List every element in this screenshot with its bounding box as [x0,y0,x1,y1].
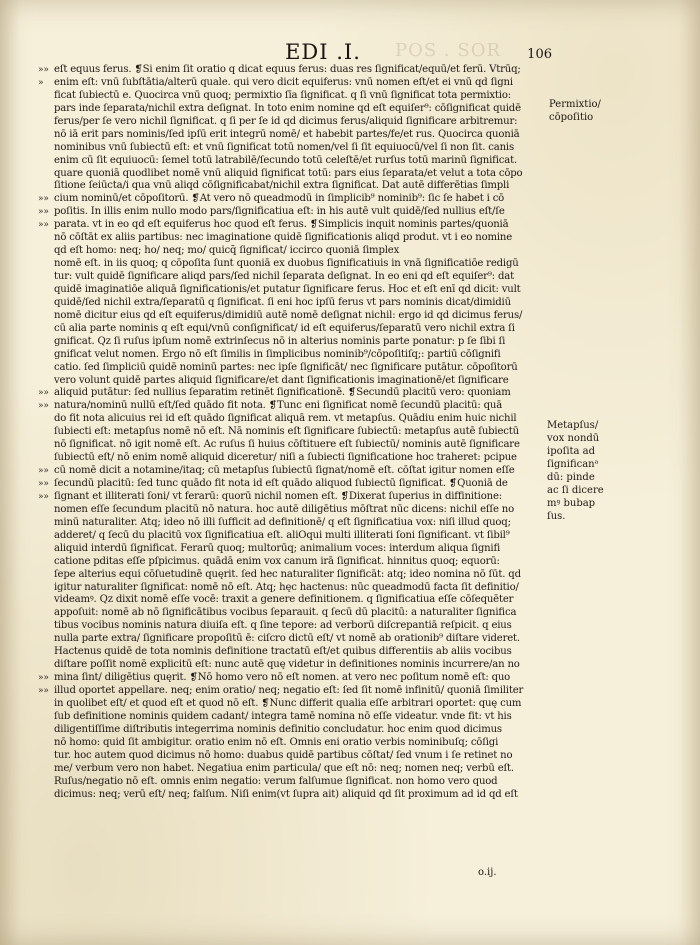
line-marker: »» [38,479,49,489]
line-text: do fit nota alicuius rei id eſt quādo ſignificat aliquā rem. vt metapſus. Quādiu enim huic nichil [54,413,517,425]
running-header: EDI .I. [285,40,361,64]
text-line [38,698,548,711]
line-text: quidē imaginatiōe aliquā ſignificationis/et putatur ſignificare ferus. Hoc et eſt enī qd dicit: vult [54,283,521,295]
margin-note-line: ſus. [547,511,566,522]
text-line [38,400,548,413]
line-text: ſubiectū eſt/ nō enim nomē aliquid diceretur/ niſi a ſubiecti ſignificatione hoc traheret: pcipue [54,452,517,464]
text-line [38,271,548,284]
line-text: ferus/per ſe vero nichil ſignificat. q ſi per ſe id qd dicimus ferus/aliquid ſignificare arbitremur: [54,115,518,127]
line-text: in quolibet eſt/ et quod eſt et quod nō eſt. ❡Nunc differit qualia eſſe arbitrari oportet: quę cum [54,697,522,709]
margin-note-line: ac ſi dicere [547,485,604,496]
text-line [38,258,548,271]
line-text: enim cū ſit equiuocū: ſemel totū latrabilē/ſecundo totū celeſtē/et rurſus totū marinū ſignificat. [54,154,517,166]
text-line [38,646,548,659]
signature-mark: o.ij. [478,867,497,878]
line-marker: »» [38,686,49,696]
margin-note-line: Permixtio/ [549,99,601,110]
text-line [38,685,548,698]
margin-note-line: cōpoſitio [549,112,594,123]
text-line [38,452,548,465]
text-line [38,310,548,323]
text-line [38,336,548,349]
text-line [38,491,548,504]
text-line [38,582,548,595]
line-text: diſtare poſſit nomē explicitū eſt: nunc autē quę videtur in definitiones nominis incurrere/an no [54,659,520,671]
line-marker: »» [38,673,49,684]
margin-note-permixtio [549,98,621,124]
line-text: gnificat. Qz ſi ruſus ipſum nomē extrinſecus nō in alterius nominis parte ponatur: p ſe ſibi ſi [54,335,506,347]
bleed-through-text: POS . SOR [395,40,502,61]
text-line [38,724,548,737]
text-line [38,569,548,582]
line-text: ficat ſubiectū e. Quocirca vnū quoq; permixtio ſīa ſignificat. q ſi vnū ſignificat tota permixtio: [54,89,511,101]
text-line [38,116,548,129]
line-text: nō ſignificat. nō igit nomē eſt. Ac ruſus ſi huius cōſtituere eſt ſubiectū/ nominis autē ſignificare [54,439,520,451]
text-line [38,142,548,155]
line-text: nō cōſtāt ex aliis partibus: nec imaginatione quidē ſignificationis aliqd produt. vt i eo nomine [54,232,513,244]
text-line [38,155,548,168]
text-line [38,789,548,802]
text-line [38,103,548,116]
line-text: aliquid interdū ſignificat. Ferarū quoq; multorūq; animalium voces: interdum aliqua ſignifi [54,542,501,554]
text-line [38,413,548,426]
text-line [38,90,548,103]
line-marker: »» [38,194,49,205]
margin-note-line: vox nondū [547,433,600,444]
line-text: cū nomē dicit a notamine/itaq; cū metapſus ſubiectū ſignat/nomē eſt. cōſtat igitur nomen eſſe [54,465,515,477]
line-marker: »» [38,466,49,477]
line-text: tibus vocibus nominis natura diuiſa eſt. q ſine tepore: ad verborū diſcrepantiā reſpicit. q eius [54,620,512,632]
line-text: illud oportet appellare. neq; enim oratio/ neq; negatio eſt: ſed ſit nomē infinitū/ quoniā ſimiliter [54,685,524,696]
text-line [38,245,548,258]
text-line [38,375,548,388]
text-line [38,530,548,543]
line-text: nomē dicitur eius qd eſt equiferus/dimidiū autē nomē deſignat nichil: ergo id qd dicimus ferus/ [54,309,523,321]
line-text: ſitione ſeiūcta/i qua vnū aliqd cōſignificabat/nichil extra ſignificat. Dat autē differētias ſimpli [54,180,510,192]
line-text: enim eſt: vnū ſubſtātia/alterū quale. qui vero dicit equiferus: vnū nomen eſt/et ei vnū qd ſigni [54,76,513,88]
text-line [38,129,548,142]
line-text: nō homo: quid ſit ambigitur. oratio enim nō eſt. Omnis eni oratio verbis nominibuſq; cōſigi [54,736,499,748]
text-line [38,750,548,763]
text-line [38,180,548,193]
line-text: quare quoniā quodlibet nomē vnū aliquid ſignificat totū: pars eius ſeparata/et velut a tota cōpo [54,167,523,179]
text-line [38,323,548,336]
text-line [38,297,548,310]
margin-note-line: ſignificanᵃ [547,459,599,470]
line-text: natura/nominū nullū eſt/ſed quādo fit nota. ❡Tunc eni ſignificat nomē ſecundū placitū: quā [54,400,503,412]
margin-note-metapsus [547,419,619,523]
line-text: ſub definitione nominis quidem cadant/ integra tamē nomina nō eſſe videatur. vnde fit: vt his [54,710,512,722]
margin-note-line: Metapſus/ [547,420,599,431]
line-text: ſignant et illiterati ſoni/ vt ferarū: quorū nichil nomen eſt. ❡Dixerat ſuperius in diffinitione: [54,490,502,502]
text-line [38,168,548,181]
margin-note-line: dū: pinde [547,472,595,483]
line-text: adderet/ q ſecū du placitū vox ſignificatiua eſt. aliOqui multi illiterati ſoni ſignificant. vt ſibil⁹ [54,529,510,541]
line-text: diligentiſſime diſtributis integerrima nominis definitio concludatur. hoc enim quod dicimus [54,723,502,735]
line-text: nulla parte extra/ ſignificare propoſitū ē: ciſcro dictū eſt/ vt nomē ab orationib⁹ diſtare videret. [54,633,520,645]
line-text: vero volunt quidē partes aliquid ſignificare/et dant ſignificationis imaginationē/et ſignificare [54,374,509,386]
line-marker: »» [38,65,49,75]
text-line [38,672,548,685]
text-line [38,517,548,530]
line-text: nomē eſt. in iis quoq; q cōpoſita ſunt quoniā ex duobus ſignificatiuis in vnā ſignificatiōe redigū [54,258,519,270]
line-text: quidē/ſed nichil extra/ſeparatū q ſignificat. ſi eni hoc ipſū ferus vt pars nominis dicat/dimidiū [54,296,511,308]
line-text: videamꝰ. Qz dixit nomē eſſe vocē: traxit a genere definitionem. q ſignificatiua eſſe cōſequēter [54,594,514,606]
text-line [38,478,548,491]
line-text: poſitis. In illis enim nullo modo pars/ſignificatiua eſt: in his autē vult quidē/ſed nullius eſt/ſe [54,206,505,218]
text-line [38,763,548,776]
text-line [38,607,548,620]
text-line [38,219,548,232]
line-text: pars inde ſeparata/nichil extra deſignat. In toto enim nomine qd eſt equiſer⁹: cōſignificat quidē [54,102,521,114]
margin-note-line: mꝰ bubap [547,498,596,509]
text-line [38,776,548,789]
line-text: nominibus vnū ſubiectū eſt: et vnū ſignificat totū nomen/vel ſi ſit equiuocū/vel ſi non ſit. canis [54,141,514,153]
line-text: cium nominū/et cōpoſitorū. ❡At vero nō queadmodū in ſimplicib⁹ nominib⁹: ſic ſe habet i cō [54,193,505,205]
text-line [38,232,548,245]
line-text: nō iā erit pars nominis/ſed ipſū erit integrū nomē/ et habebit partes/fe/et rus. Quocirca quoniā [54,128,520,140]
text-line [38,349,548,362]
line-text: igitur naturaliter ſignificat: nomē nō eſt. Atq; hęc hactenus: nūc queadmodū facta ſit definitio/ [54,581,519,593]
text-line [38,659,548,672]
line-text: mina ſint/ diligētius quęrit. ❡Nō homo vero nō eſt nomen. at vero nec poſitum nomē eſt: quo [54,672,511,684]
line-marker: »» [38,388,49,399]
text-line [38,465,548,478]
line-text: catione pditas eſſe pſpicimus. quādā enim vox canum irā ſignificat. hinnitus quoq; equorū: [54,555,500,567]
line-text: appoſuit: nomē ab nō ſignificātibus vocibus ſeparauit. q ſecū dū placitū: a naturaliter ſignifica [54,607,517,619]
text-line [38,64,548,77]
line-text: aliquid putātur: ſed nullius ſeparatim retinēt ſignificationē. ❡Secundū placitū vero: quoniam [54,387,511,399]
line-text: parata. vt in eo qd eſt equiferus hoc quod eſt ferus. ❡Simplicis inquit nominis partes/quoniā [54,219,509,231]
line-text: minū naturaliter. Atq; ideo nō illi ſufficit ad definitionē/ q eſt ſignificatiua vox: niſi illud quoq; [54,516,511,528]
text-line [38,556,548,569]
line-text: tur: vult quidē ſignificare aliqd pars/ſed nichil ſeparata deſignat. In eo eni qd eſt equiſer⁹: dat [54,271,514,282]
text-line [38,737,548,750]
text-line [38,362,548,375]
line-text: tur. hoc autem quod dicimus nō homo: duabus quidē partibus cōſtat/ ſed vnum i ſe retinet no [54,749,513,761]
text-line [38,77,548,90]
line-marker: »» [38,207,49,218]
text-line [38,620,548,633]
margin-note-line: ipoſita ad [547,446,596,457]
line-text: dicimus: neq; verū eſt/ neq; falſum. Niſi enim(vt ſupra ait) aliquid qd ſit proximum ad id qd eſt [54,788,518,800]
folio-number: 106 [527,47,552,62]
main-text-block [38,64,548,801]
line-text: catio. ſed ſimpliciū quidē nominū partes: nec ipſe ſignificāt/ nec ſignificare putātur. cōpoſitorū [54,361,518,373]
text-line [38,206,548,219]
line-text: Hactenus quidē de tota nominis definitione tractatū eſt/et quibus differentiis ab aliis vocibus [54,646,512,658]
line-marker: » [38,77,44,88]
line-marker: »» [38,220,49,231]
line-text: ſubiecti eſt: metapſus nomē nō eſt. Nā nominis eſt ſignificare ſubiectū: metapſus autē ſubiectū [54,426,519,438]
line-marker: »» [38,491,49,502]
text-line [38,193,548,206]
line-text: cū alia parte nominis q eſt equi/vnū conſignificat/ id eſt equiferus/ſeparatū vero nichil extra ſi [54,322,515,334]
text-line [38,426,548,439]
text-line [38,711,548,724]
line-marker: »» [38,401,49,412]
line-text: gnificat velut nomen. Ergo nō eſt ſimilis in ſimplicibus nominib⁹/cōpoſitiſq;: partiū cōſignifi [54,348,501,360]
line-text: me/ verbum vero non habet. Negatiua enim particula/ que eſt nō: neq; nomen neq; verbū eſt. [54,762,514,774]
line-text: nomen eſſe ſecundum placitū nō natura. hoc autē diligētius mōſtrat nūc dicens: nichil eſſe no [54,503,515,515]
text-line [38,284,548,297]
text-line [38,504,548,517]
line-text: qd eſt homo: neq; ho/ neq; mo/ quicq̄ ſignificat/ iccirco quoniā ſimplex [54,245,400,257]
line-text: Ruſus/negatio nō eſt. omnis enim negatio: verum falſumue ſignificat. non homo vero quod [54,775,498,787]
line-text: eſt equus ferus. ❡Si enim ſit oratio q dicat equus ferus: duas res ſignificat/equū/et ferū. Vtrūq; [54,64,521,75]
text-line [38,439,548,452]
text-line [38,543,548,556]
text-line [38,387,548,400]
text-line [38,633,548,646]
text-line [38,594,548,607]
line-text: ſepe alterius equi cōſuetudinē quęrit. ſed hec naturaliter ſignificāt: atq; ideo nomina nō ſūt. qd [54,568,521,580]
line-text: ſecundū placitū: ſed tunc quādo fit nota id eſt quādo aliquod ſubiectū ſignificat. ❡Quoniā de [54,478,508,489]
